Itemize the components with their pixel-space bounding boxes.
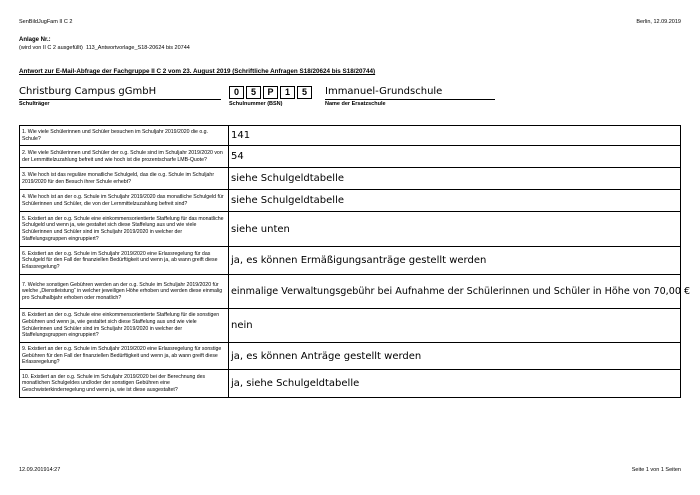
place-date: Berlin, 12.09.2019 (636, 19, 681, 25)
question-cell: 5. Existiert an der o.g. Schule eine einkommensorientierte Staffelung für das monatliche Schulgeld und wenn ja, wie gestaltet sich diese Staffelung aus und wie viele Schülerinnen und Schüler sind im Schuljahr 2019/2020 in welcher der Staffelungsgruppen eingruppiert? (20, 212, 229, 247)
table-row (20, 168, 681, 190)
footer-page-number: Seite 1 von 1 Seiten (631, 467, 681, 473)
school-name: Immanuel-Grundschule (325, 86, 443, 97)
annex-template: 113_Antwortvorlage_S18-20624 bis 20744 (85, 45, 190, 51)
school-number-digit: 0 (229, 86, 244, 99)
table-row (20, 275, 681, 309)
answer-cell: siehe Schulgeldtabelle (229, 168, 681, 190)
school-carrier-label: Schulträger (19, 101, 50, 107)
answer-cell: einmalige Verwaltungsgebühr bei Aufnahme der Schülerinnen und Schüler in Höhe von 70,00 € (229, 275, 681, 309)
school-number-digit: 5 (246, 86, 261, 99)
answer-cell: ja, es können Anträge gestellt werden (229, 343, 681, 370)
question-cell: 6. Existiert an der o.g. Schule im Schuljahr 2019/2020 eine Erlassregelung für das Schulgeld für den Fall der finanziellen Bedürftigkeit und wenn ja, ab wann greift diese Erlassregelung? (20, 247, 229, 275)
table-row (20, 190, 681, 212)
carrier-underline (19, 99, 221, 100)
answer-cell: siehe unten (229, 212, 681, 247)
office-code: SenBildJugFam II C 2 (19, 19, 73, 25)
answer-cell: ja, siehe Schulgeldtabelle (229, 370, 681, 398)
page-title: Antwort zur E-Mail-Abfrage der Fachgruppe II C 2 vom 23. August 2019 (Schriftliche Anfragen S18/20624 bis S18/20744) (19, 68, 376, 75)
school-number-boxes (229, 86, 314, 99)
annex-label: Anlage Nr.: (19, 37, 51, 43)
table-row (20, 247, 681, 275)
table-row (20, 146, 681, 168)
annex-note: (wird von II C 2 ausgefüllt) (19, 45, 83, 51)
question-cell: 10. Existiert an der o.g. Schule im Schuljahr 2019/2020 bei der Berechnung des monatlichen Schulgeldes und/oder der sonstigen Gebühren eine Geschwisterkinderregelung und wenn ja, wie ist diese ausgestaltet? (20, 370, 229, 398)
school-number-digit: 1 (280, 86, 295, 99)
school-name-label: Name der Ersatzschule (325, 101, 386, 107)
school-carrier: Christburg Campus gGmbH (19, 86, 157, 97)
table-row (20, 212, 681, 247)
answer-cell: 141 (229, 126, 681, 146)
school-name-underline (325, 99, 495, 100)
question-cell: 9. Existiert an der o.g. Schule im Schuljahr 2019/2020 eine Erlassregelung für sonstige Gebühren für den Fall der finanziellen Bedürftigkeit und wenn ja, ab wann greift diese Erlassregelung? (20, 343, 229, 370)
table-row (20, 309, 681, 343)
questions-table (19, 125, 691, 398)
question-cell: 2. Wie viele Schülerinnen und Schüler der o.g. Schule sind im Schuljahr 2019/2020 von der Lernmittelzuzahlung befreit und wie hoch ist die prozentscharfe LMB-Quote? (20, 146, 229, 168)
question-cell: 8. Existiert an der o.g. Schule eine einkommensorientierte Staffelung für die sonstigen Gebühren und wenn ja, wie gestaltet sich diese Staffelung aus und wie viele Schülerinnen und Schüler sind im Schuljahr 2019/2020 in welcher der Staffelungsgruppen eingruppiert? (20, 309, 229, 343)
school-number-label: Schulnummer (BSN) (229, 101, 283, 107)
answer-cell: ja, es können Ermäßigungsanträge gestellt werden (229, 247, 681, 275)
annex-line (19, 45, 190, 51)
answer-cell: 54 (229, 146, 681, 168)
table-row (20, 126, 681, 146)
question-cell: 4. Wie hoch ist an der o.g. Schule im Schuljahr 2019/2020 das monatliche Schulgeld für Schülerinnen und Schüler, die von der Lernmittelzuzahlung befreit sind? (20, 190, 229, 212)
question-cell: 3. Wie hoch ist das reguläre monatliche Schulgeld, das die o.g. Schule im Schuljahr 2019/2020 für den Besuch ihrer Schule erhebt? (20, 168, 229, 190)
school-number-digit: 5 (297, 86, 312, 99)
footer-timestamp: 12.09.201914:27 (19, 467, 61, 473)
table-row (20, 343, 681, 370)
school-number-digit: P (263, 86, 278, 99)
answer-cell: siehe Schulgeldtabelle (229, 190, 681, 212)
question-cell: 1. Wie viele Schülerinnen und Schüler besuchen im Schuljahr 2019/2020 die o.g. Schule? (20, 126, 229, 146)
table-row (20, 370, 681, 398)
answer-cell: nein (229, 309, 681, 343)
question-cell: 7. Welche sonstigen Gebühren werden an der o.g. Schule im Schuljahr 2019/2020 für welche „Dienstleistung“ in welcher jeweiligen Höhe erhoben und werden diese einmalig pro Schulhalbjahr erhoben oder monatlich? (20, 275, 229, 309)
